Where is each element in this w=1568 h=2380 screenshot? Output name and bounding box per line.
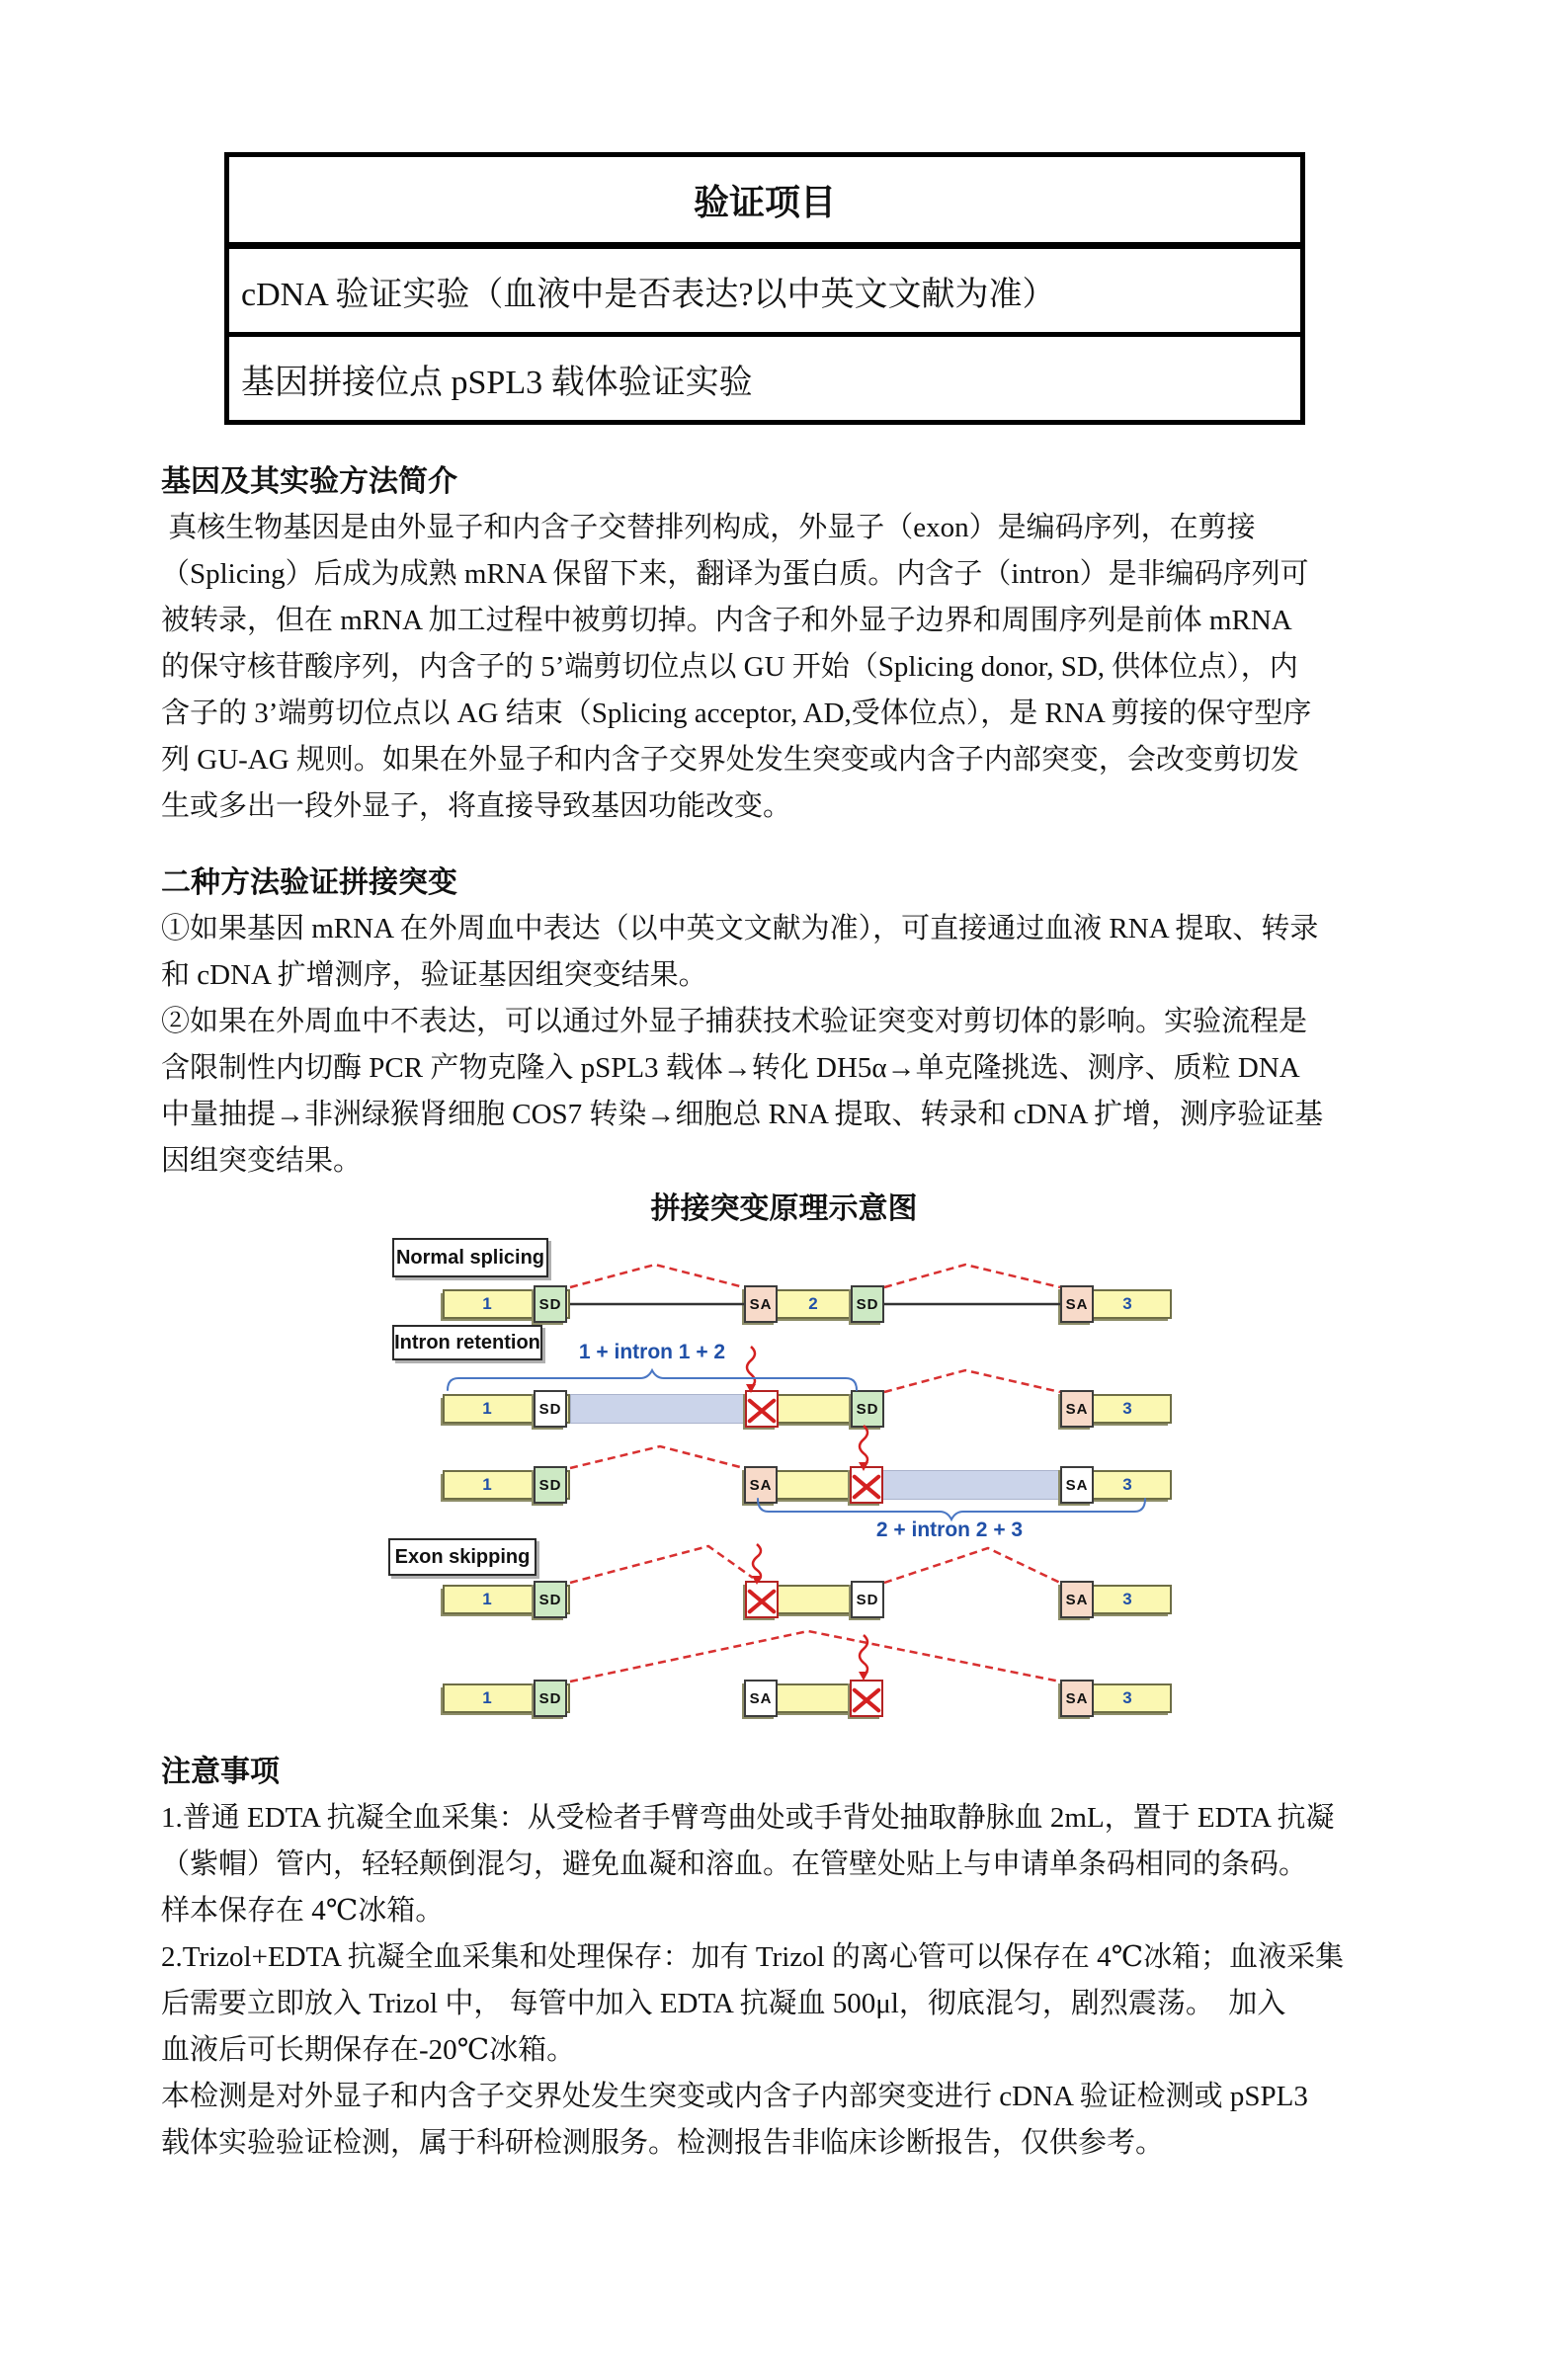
exon-1-number: 1	[482, 1399, 492, 1418]
section-heading-intro: 基因及其实验方法简介	[161, 465, 457, 498]
paragraph-line: 2.Trizol+EDTA 抗凝全血采集和处理保存：加有 Trizol 的离心管可以保存在 4℃冰箱；血液采集	[161, 1941, 1345, 1973]
mutation-x-icon	[745, 1581, 779, 1618]
paragraph-line: 后需要立即放入 Trizol 中， 每管中加入 EDTA 抗凝血 500μl，彻底混匀，剧烈震荡。 加入	[161, 1988, 1286, 2019]
paragraph-line: 血液后可长期保存在-20℃冰箱。	[161, 2034, 576, 2066]
paragraph-line: 的保守核苷酸序列，内含子的 5’端剪切位点以 GU 开始（Splicing donor, SD, 供体位点），内	[161, 651, 1298, 683]
paragraph-line: 真核生物基因是由外显子和内含子交替排列构成，外显子（exon）是编码序列，在剪接	[161, 512, 1256, 543]
mutation-x-icon	[850, 1680, 883, 1717]
exon-3-number: 3	[1122, 1475, 1132, 1494]
exon-2-number: 2	[808, 1294, 818, 1313]
figure-title: 拼接突变原理示意图	[650, 1192, 918, 1225]
exon-3-number: 3	[1122, 1688, 1132, 1707]
paragraph-line: 样本保存在 4℃冰箱。	[161, 1895, 445, 1927]
splice-acceptor-box: SA	[744, 1285, 778, 1323]
splice-donor-box: SD	[851, 1390, 884, 1428]
section-heading-notes: 注意事项	[161, 1756, 280, 1788]
paragraph-line: 载体实验验证检测，属于科研检测服务。检测报告非临床诊断报告，仅供参考。	[161, 2127, 1165, 2159]
paragraph-line: 本检测是对外显子和内含子交界处发生突变或内含子内部突变进行 cDNA 验证检测或 pSPL3	[161, 2081, 1308, 2112]
table-row: 基因拼接位点 pSPL3 载体验证实验	[241, 364, 753, 401]
splice-donor-box: SD	[534, 1466, 567, 1504]
figure-label-normal-splicing: Normal splicing	[392, 1238, 548, 1277]
retained-intron-band	[570, 1394, 749, 1424]
splice-donor-box: SD	[534, 1390, 567, 1428]
section-heading-methods: 二种方法验证拼接突变	[161, 866, 457, 899]
retained-intron-band	[881, 1470, 1060, 1500]
paragraph-line: 被转录，但在 mRNA 加工过程中被剪切掉。内含子和外显子边界和周围序列是前体 mRNA	[161, 605, 1292, 636]
exon-1-number: 1	[482, 1294, 492, 1313]
paragraph-line: ①如果基因 mRNA 在外周血中表达（以中英文文献为准），可直接通过血液 RNA 提取、转录	[161, 913, 1319, 944]
transcript-annotation-bottom: 2 + intron 2 + 3	[875, 1518, 1024, 1541]
paragraph-line: 因组突变结果。	[161, 1145, 363, 1177]
splice-acceptor-box: SA	[1060, 1285, 1094, 1323]
validation-project-table	[224, 152, 1305, 425]
exon-1-number: 1	[482, 1688, 492, 1707]
document-page	[0, 152, 1568, 2380]
exon-1-number: 1	[482, 1590, 492, 1608]
splice-acceptor-box: SA	[1060, 1390, 1094, 1428]
splice-acceptor-box: SA	[1060, 1581, 1094, 1618]
paragraph-line: （Splicing）后成为成熟 mRNA 保留下来，翻译为蛋白质。内含子（intron）是非编码序列可	[161, 558, 1309, 590]
exon-3-number: 3	[1122, 1399, 1132, 1418]
splice-donor-box: SD	[534, 1680, 567, 1717]
figure-label-exon-skipping: Exon skipping	[388, 1538, 536, 1576]
splice-donor-box: SD	[534, 1581, 567, 1618]
splice-mutation-diagram	[0, 1236, 1568, 1735]
splice-acceptor-box: SA	[744, 1680, 778, 1717]
exon-1-number: 1	[482, 1475, 492, 1494]
figure-label-intron-retention: Intron retention	[392, 1325, 542, 1360]
paragraph-line: 含子的 3’端剪切位点以 AG 结束（Splicing acceptor, AD,受体位点），是 RNA 剪接的保守型序	[161, 698, 1312, 729]
mutation-x-icon	[745, 1390, 779, 1428]
splice-acceptor-box: SA	[744, 1466, 778, 1504]
splice-donor-box: SD	[851, 1285, 884, 1323]
mutation-x-icon	[850, 1466, 883, 1504]
exon-3-number: 3	[1122, 1590, 1132, 1608]
exon-3-number: 3	[1122, 1294, 1132, 1313]
paragraph-line: 和 cDNA 扩增测序，验证基因组突变结果。	[161, 959, 707, 991]
paragraph-line: （紫帽）管内，轻轻颠倒混匀，避免血凝和溶血。在管壁处贴上与申请单条码相同的条码。	[161, 1848, 1308, 1880]
table-header-cell: 验证项目	[229, 157, 1300, 249]
table-row: cDNA 验证实验（血液中是否表达?以中英文文献为准）	[229, 249, 1300, 337]
splice-donor-box: SD	[534, 1285, 567, 1323]
paragraph-line: 含限制性内切酶 PCR 产物克隆入 pSPL3 载体→转化 DH5α→单克隆挑选、测序、质粒 DNA	[161, 1052, 1300, 1084]
splice-acceptor-box: SA	[1060, 1466, 1094, 1504]
paragraph-line: 生或多出一段外显子，将直接导致基因功能改变。	[161, 790, 792, 822]
transcript-annotation-top: 1 + intron 1 + 2	[578, 1341, 726, 1363]
paragraph-line: 1.普通 EDTA 抗凝全血采集：从受检者手臂弯曲处或手背处抽取静脉血 2mL，置于 EDTA 抗凝	[161, 1802, 1335, 1834]
paragraph-line: 列 GU-AG 规则。如果在外显子和内含子交界处发生突变或内含子内部突变，会改变剪切发	[161, 744, 1299, 776]
splice-acceptor-box: SA	[1060, 1680, 1094, 1717]
paragraph-line: ②如果在外周血中不表达，可以通过外显子捕获技术验证突变对剪切体的影响。实验流程是	[161, 1006, 1308, 1037]
paragraph-line: 中量抽提→非洲绿猴肾细胞 COS7 转染→细胞总 RNA 提取、转录和 cDNA 扩增，测序验证基	[161, 1099, 1324, 1130]
splice-donor-box: SD	[851, 1581, 884, 1618]
